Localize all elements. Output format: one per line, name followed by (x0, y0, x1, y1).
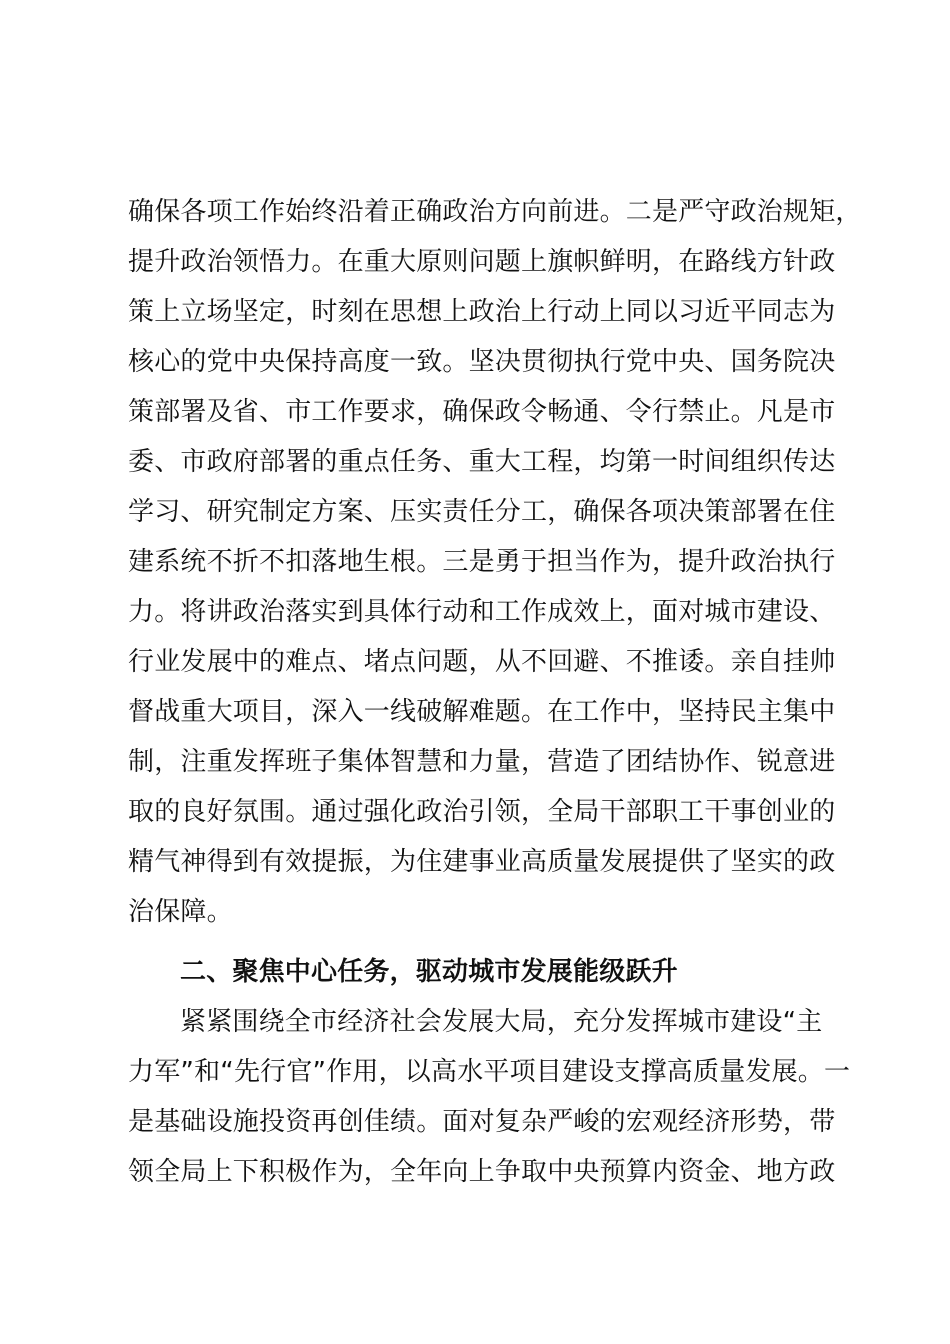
text-line: 取的良好氛围。通过强化政治引领，全局干部职工干事创业的 (128, 797, 836, 827)
text-line: 治保障。 (128, 897, 233, 927)
text-line: 精气神得到有效提振，为住建事业高质量发展提供了坚实的政 (128, 847, 836, 877)
text-line: 制，注重发挥班子集体智慧和力量，营造了团结协作、锐意进 (128, 747, 836, 777)
text-line: 督战重大项目，深入一线破解难题。在工作中，坚持民主集中 (128, 697, 836, 727)
paragraph-central-tasks (128, 997, 851, 1197)
text-line: 是基础设施投资再创佳绩。面对复杂严峻的宏观经济形势，带 (128, 1107, 836, 1137)
text-line: 确保各项工作始终沿着正确政治方向前进。二是严守政治规矩， (128, 197, 862, 227)
paragraph-political-leadership (128, 187, 862, 937)
text-line: 力军”和“先行官”作用，以高水平项目建设支撑高质量发展。一 (128, 1057, 851, 1087)
text-line: 紧紧围绕全市经济社会发展大局，充分发挥城市建设“主 (180, 1007, 823, 1037)
section-heading: 二、聚焦中心任务，驱动城市发展能级跃升 (180, 957, 678, 987)
text-line: 核心的党中央保持高度一致。坚决贯彻执行党中央、国务院决 (128, 347, 836, 377)
text-line: 行业发展中的难点、堵点问题，从不回避、不推诿。亲自挂帅 (128, 647, 836, 677)
text-line: 策部署及省、市工作要求，确保政令畅通、令行禁止。凡是市 (128, 397, 836, 427)
text-line: 提升政治领悟力。在重大原则问题上旗帜鲜明，在路线方针政 (128, 247, 836, 277)
text-line: 策上立场坚定，时刻在思想上政治上行动上同以习近平同志为 (128, 297, 836, 327)
text-line: 建系统不折不扣落地生根。三是勇于担当作为，提升政治执行 (128, 547, 836, 577)
text-line: 委、市政府部署的重点任务、重大工程，均第一时间组织传达 (128, 447, 836, 477)
text-line: 领全局上下积极作为，全年向上争取中央预算内资金、地方政 (128, 1157, 836, 1187)
document-body (128, 187, 862, 1197)
text-line: 力。将讲政治落实到具体行动和工作成效上，面对城市建设、 (128, 597, 836, 627)
paragraph-spacer (128, 937, 828, 947)
text-line: 学习、研究制定方案、压实责任分工，确保各项决策部署在住 (128, 497, 836, 527)
